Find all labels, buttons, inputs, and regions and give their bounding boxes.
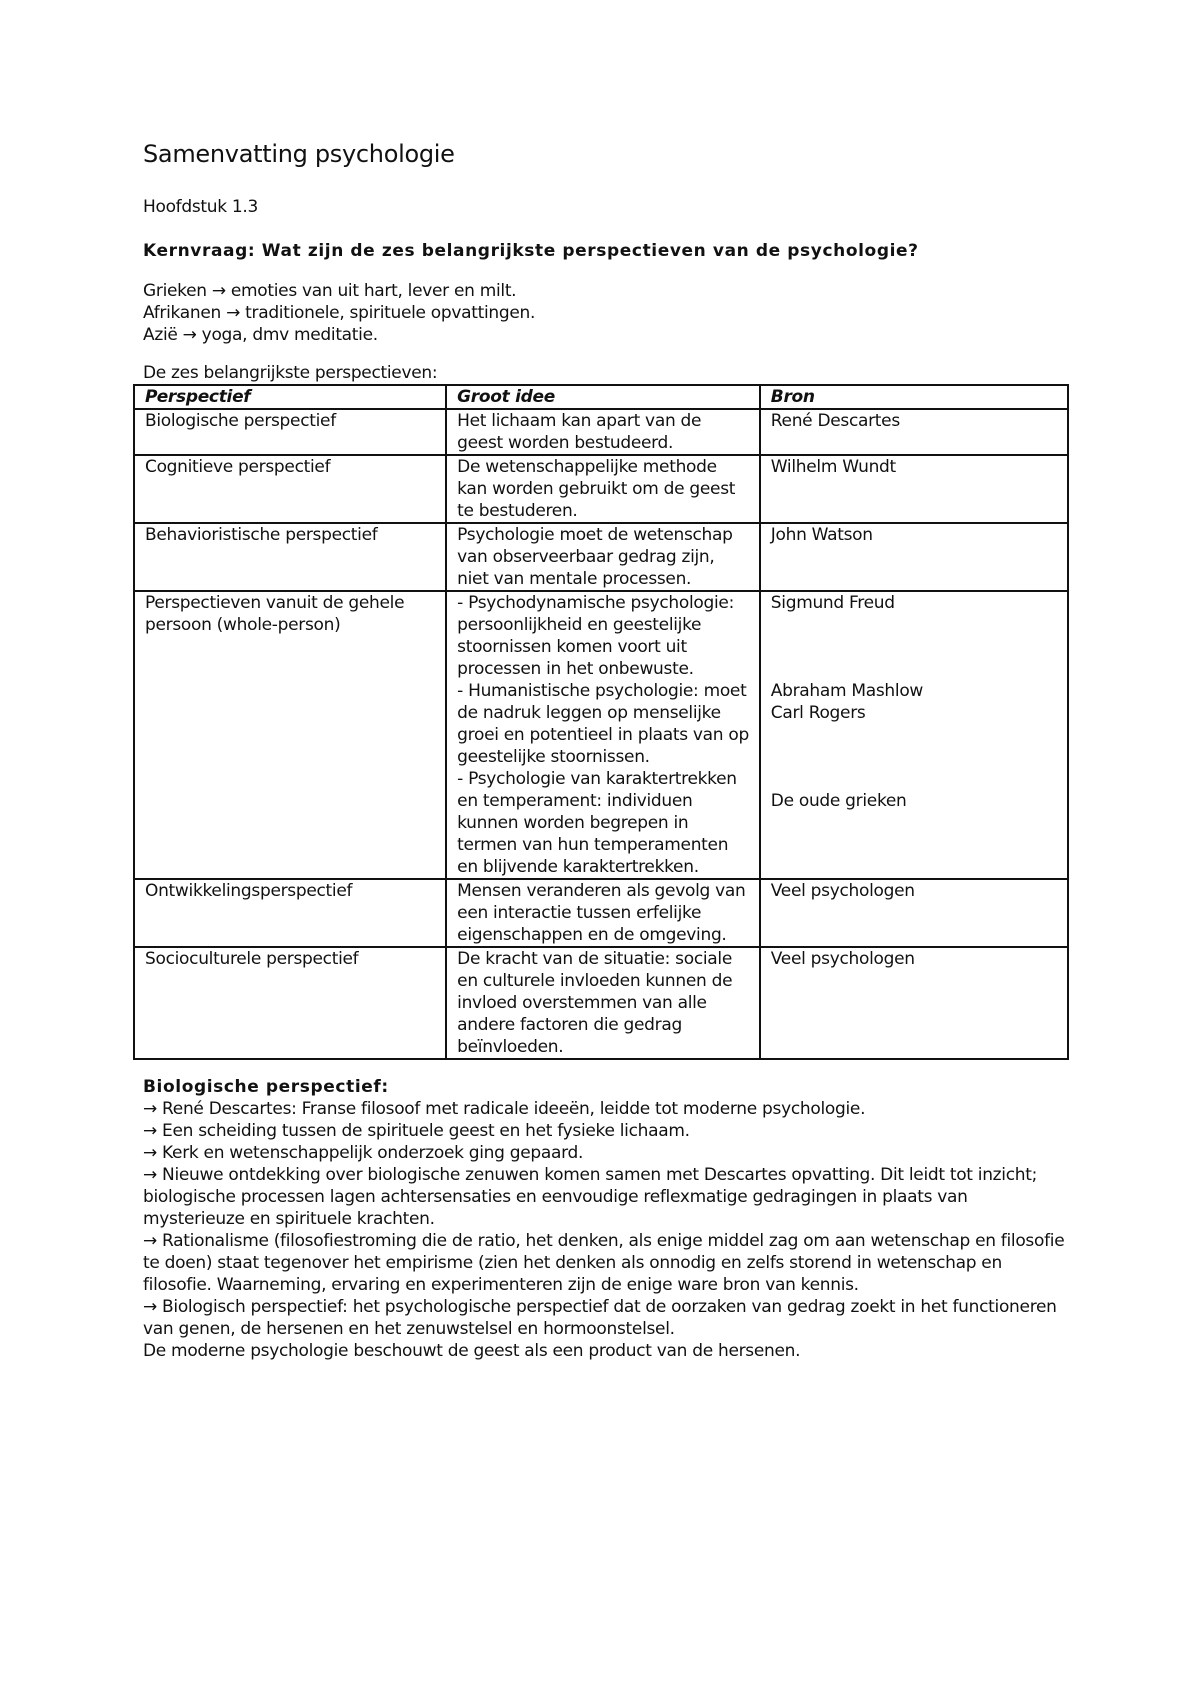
bron-part: De oude grieken bbox=[770, 791, 907, 811]
intro-line: Afrikanen → traditionele, spirituele opvattingen. bbox=[143, 303, 536, 323]
cell-perspectief: Behavioristische perspectief bbox=[134, 523, 446, 591]
bio-section-body bbox=[143, 1098, 1073, 1362]
cell-perspectief: Perspectieven vanuit de gehele persoon (whole-person) bbox=[134, 591, 446, 879]
idee-part: - Humanistische psychologie: moet de nadruk leggen op menselijke groei en potentieel in plaats van op geestelijke stoornissen. bbox=[457, 681, 749, 767]
table-row bbox=[134, 879, 1068, 947]
cell-idee: Het lichaam kan apart van de geest worden bestudeerd. bbox=[446, 409, 760, 455]
idee-part: - Psychodynamische psychologie: persoonlijkheid en geestelijke stoornissen komen voort uit processen in het onbewuste. bbox=[457, 593, 735, 679]
cell-bron: Veel psychologen bbox=[760, 879, 1068, 947]
header-bron: Bron bbox=[760, 385, 1068, 409]
bio-line: → René Descartes: Franse filosoof met radicale ideeën, leidde tot moderne psychologie. bbox=[143, 1099, 866, 1119]
intro-line: Grieken → emoties van uit hart, lever en milt. bbox=[143, 281, 517, 301]
table-row bbox=[134, 409, 1068, 455]
bio-line: → Een scheiding tussen de spirituele geest en het fysieke lichaam. bbox=[143, 1121, 690, 1141]
cell-bron: Veel psychologen bbox=[760, 947, 1068, 1059]
cell-idee: Mensen veranderen als gevolg van een interactie tussen erfelijke eigenschappen en de omgeving. bbox=[446, 879, 760, 947]
cell-idee: De kracht van de situatie: sociale en culturele invloeden kunnen de invloed overstemmen van alle andere factoren die gedrag beïnvloeden. bbox=[446, 947, 760, 1059]
spacer bbox=[771, 614, 1059, 680]
header-perspectief: Perspectief bbox=[134, 385, 446, 409]
cell-bron: Wilhelm Wundt bbox=[760, 455, 1068, 523]
cell-bron: John Watson bbox=[760, 523, 1068, 591]
bio-section-heading: Biologische perspectief: bbox=[143, 1077, 389, 1097]
table-row bbox=[134, 523, 1068, 591]
bron-part: Sigmund Freud bbox=[770, 593, 895, 613]
bron-part: Abraham Mashlow bbox=[770, 681, 924, 701]
perspectives-table bbox=[133, 384, 1069, 1060]
bio-line: → Kerk en wetenschappelijk onderzoek ging gepaard. bbox=[143, 1143, 584, 1163]
cell-perspectief: Biologische perspectief bbox=[134, 409, 446, 455]
bio-line: → Nieuwe ontdekking over biologische zenuwen komen samen met Descartes opvatting. Dit leidt tot inzicht; biologische processen lagen achtersensaties en eenvoudige reflexmatige gedragingen in plaats van mysterieuze en spirituele krachten. bbox=[143, 1165, 1038, 1229]
chapter-label: Hoofdstuk 1.3 bbox=[143, 197, 259, 217]
intro-line: Azië → yoga, dmv meditatie. bbox=[143, 325, 378, 345]
cell-perspectief: Ontwikkelingsperspectief bbox=[134, 879, 446, 947]
idee-part: - Psychologie van karaktertrekken en temperament: individuen kunnen worden begrepen in termen van hun temperamenten en blijvende karaktertrekken. bbox=[457, 769, 737, 877]
cell-perspectief: Socioculturele perspectief bbox=[134, 947, 446, 1059]
table-row bbox=[134, 947, 1068, 1059]
table-caption: De zes belangrijkste perspectieven: bbox=[143, 363, 438, 383]
table-row bbox=[134, 591, 1068, 879]
bio-line: → Biologisch perspectief: het psychologische perspectief dat de oorzaken van gedrag zoekt in het functioneren van genen, de hersenen en het zenuwstelsel en hormoonstelsel. bbox=[143, 1297, 1057, 1339]
kernvraag: Kernvraag: Wat zijn de zes belangrijkste perspectieven van de psychologie? bbox=[143, 241, 919, 261]
intro-list bbox=[143, 280, 1073, 346]
table-row bbox=[134, 455, 1068, 523]
bio-line: → Rationalisme (filosofiestroming die de ratio, het denken, als enige middel zag om aan wetenschap en filosofie te doen) staat tegenover het empirisme (zien het denken als onnodig en zelfs storend in wetenschap en filosofie. Waarneming, ervaring en experimenteren zijn de enige ware bron van kennis. bbox=[143, 1231, 1065, 1295]
bio-line: De moderne psychologie beschouwt de geest als een product van de hersenen. bbox=[143, 1341, 801, 1361]
cell-bron: René Descartes bbox=[760, 409, 1068, 455]
document-page bbox=[143, 140, 1073, 1362]
table-header-row bbox=[134, 385, 1068, 409]
document-title: Samenvatting psychologie bbox=[143, 140, 455, 168]
header-groot-idee: Groot idee bbox=[446, 385, 760, 409]
bron-part: Carl Rogers bbox=[770, 703, 866, 723]
cell-idee: De wetenschappelijke methode kan worden gebruikt om de geest te bestuderen. bbox=[446, 455, 760, 523]
cell-bron bbox=[760, 591, 1068, 879]
cell-idee bbox=[446, 591, 760, 879]
spacer bbox=[771, 724, 1059, 790]
cell-idee: Psychologie moet de wetenschap van observeerbaar gedrag zijn, niet van mentale processen. bbox=[446, 523, 760, 591]
cell-perspectief: Cognitieve perspectief bbox=[134, 455, 446, 523]
